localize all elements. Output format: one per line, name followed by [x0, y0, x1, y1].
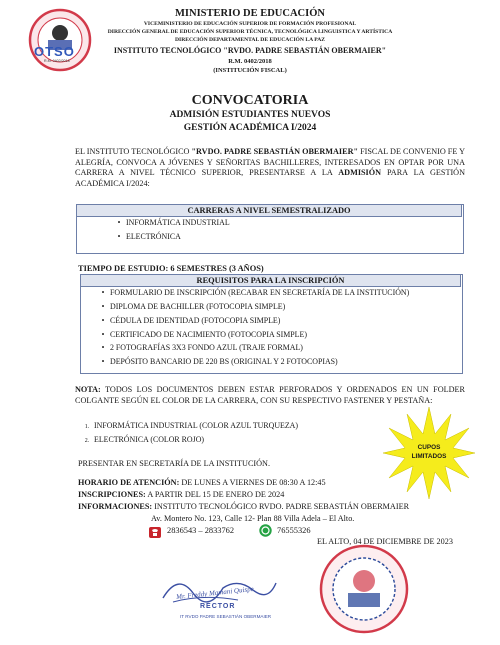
careers-heading: CARRERAS A NIVEL SEMESTRALIZADO: [76, 204, 462, 217]
logo-motto: R.M. 0402/2018: [44, 59, 70, 63]
logo-text: OTSO: [34, 44, 75, 59]
requirement-item: • FORMULARIO DE INSCRIPCIÓN (RECABAR EN SECRETARÍA DE LA INSTITUCIÓN): [101, 288, 410, 297]
requirement-item: • CERTIFICADO DE NACIMIENTO (FOTOCOPIA SIMPLE): [101, 330, 307, 339]
limited-spots-burst: [382, 406, 476, 500]
subtitle-admission: ADMISIÓN ESTUDIANTES NUEVOS: [169, 110, 331, 120]
signatory-institution: IT RVDO PADRE SEBASTIÁN OBERMAIER: [180, 614, 272, 619]
intro-paragraph: EL INSTITUTO TECNOLÓGICO "RVDO. PADRE SEBASTIÁN OBERMAIER" FISCAL DE CONVENIO FE Y ALEGRÍA, CONVOCA A JÓVENES Y SEÑORITAS BACHILLERES, INTERESADOS EN OPTAR POR UNA CARRERA A NIVEL TÉCNICO SUPERIOR, PRESENTARSE A LA ADMISIÓN PARA LA GESTIÓN ACADÉMICA I/2024:: [75, 147, 465, 188]
career-item: • ELECTRÓNICA: [117, 232, 181, 241]
present-instruction: PRESENTAR EN SECRETARÍA DE LA INSTITUCIÓN.: [78, 459, 271, 468]
note-item: 1. INFORMÁTICA INDUSTRIAL (COLOR AZUL TURQUEZA): [84, 421, 298, 430]
study-time: TIEMPO DE ESTUDIO: 6 SEMESTRES (3 AÑOS): [78, 264, 264, 273]
phone-icon: [149, 525, 161, 536]
institute-stamp: [318, 543, 410, 635]
ministry-title: MINISTERIO DE EDUCACIÓN: [175, 8, 325, 19]
document-date: EL ALTO, 04 DE DICIEMBRE DE 2023: [317, 537, 453, 546]
rm-number: R.M. 0402/2018: [228, 58, 272, 65]
fiscal-label: (INSTITUCIÓN FISCAL): [213, 67, 287, 74]
info-line: INFORMACIONES: INSTITUTO TECNOLÓGICO RVDO. PADRE SEBASTIÁN OBERMAIER: [78, 502, 410, 511]
address-line: Av. Montero No. 123, Calle 12- Plan 88 Villa Adela – El Alto.: [151, 514, 355, 523]
whatsapp-icon: [259, 524, 272, 537]
requirement-item: • CÉDULA DE IDENTIDAD (FOTOCOPIA SIMPLE): [101, 316, 281, 325]
requirement-item: • DEPÓSITO BANCARIO DE 220 BS (ORIGINAL Y 2 FOTOCOPIAS): [101, 357, 338, 366]
burst-line-2: LIMITADOS: [411, 453, 447, 460]
signatory-name: Mr. Freddy Mamani Quispe: [175, 584, 255, 602]
career-item: • INFORMÁTICA INDUSTRIAL: [117, 218, 230, 227]
requirement-item: • DIPLOMA DE BACHILLER (FOTOCOPIA SIMPLE): [101, 302, 286, 311]
whatsapp-number: 76555326: [277, 526, 311, 535]
note-paragraph: NOTA: TODOS LOS DOCUMENTOS DEBEN ESTAR PERFORADOS Y ORDENADOS EN UN FOLDER COLGANTE SEGÚN EL COLOR DE LA CARRERA, CON SU RESPECTIVO FASTENER Y PESTAÑA:: [75, 385, 465, 405]
header-line-3: DIRECCIÓN DEPARTAMENTAL DE EDUCACIÓN LA PAZ: [175, 37, 325, 43]
burst-line-1: CUPOS: [417, 444, 441, 451]
page-title: CONVOCATORIA: [191, 93, 309, 108]
note-item: 2. ELECTRÓNICA (COLOR ROJO): [84, 435, 205, 444]
header-line-2: DIRECCIÓN GENERAL DE EDUCACIÓN SUPERIOR TÉCNICA, TECNOLÓGICA LINGUISTICA Y ARTÍSTICA: [107, 29, 393, 35]
registration-line: INSCRIPCIONES: A PARTIR DEL 15 DE ENERO DE 2024: [78, 490, 285, 499]
phone-number: 2836543 – 2833762: [167, 526, 234, 535]
subtitle-management: GESTIÓN ACADÉMICA I/2024: [183, 123, 317, 133]
requirements-heading: REQUISITOS PARA LA INSCRIPCIÓN: [80, 274, 461, 287]
requirement-item: • 2 FOTOGRAFÍAS 3X3 FONDO AZUL (TRAJE FORMAL): [101, 343, 303, 352]
institute-name: INSTITUTO TECNOLÓGICO "RVDO. PADRE SEBASTIÁN OBERMAIER": [113, 46, 387, 55]
signatory-role: RECTOR: [200, 603, 236, 610]
schedule-line: HORARIO DE ATENCIÓN: DE LUNES A VIERNES DE 08:30 A 12:45: [78, 478, 326, 487]
header-line-1: VICEMINISTERIO DE EDUCACIÓN SUPERIOR DE FORMACIÓN PROFESIONAL: [143, 21, 357, 27]
